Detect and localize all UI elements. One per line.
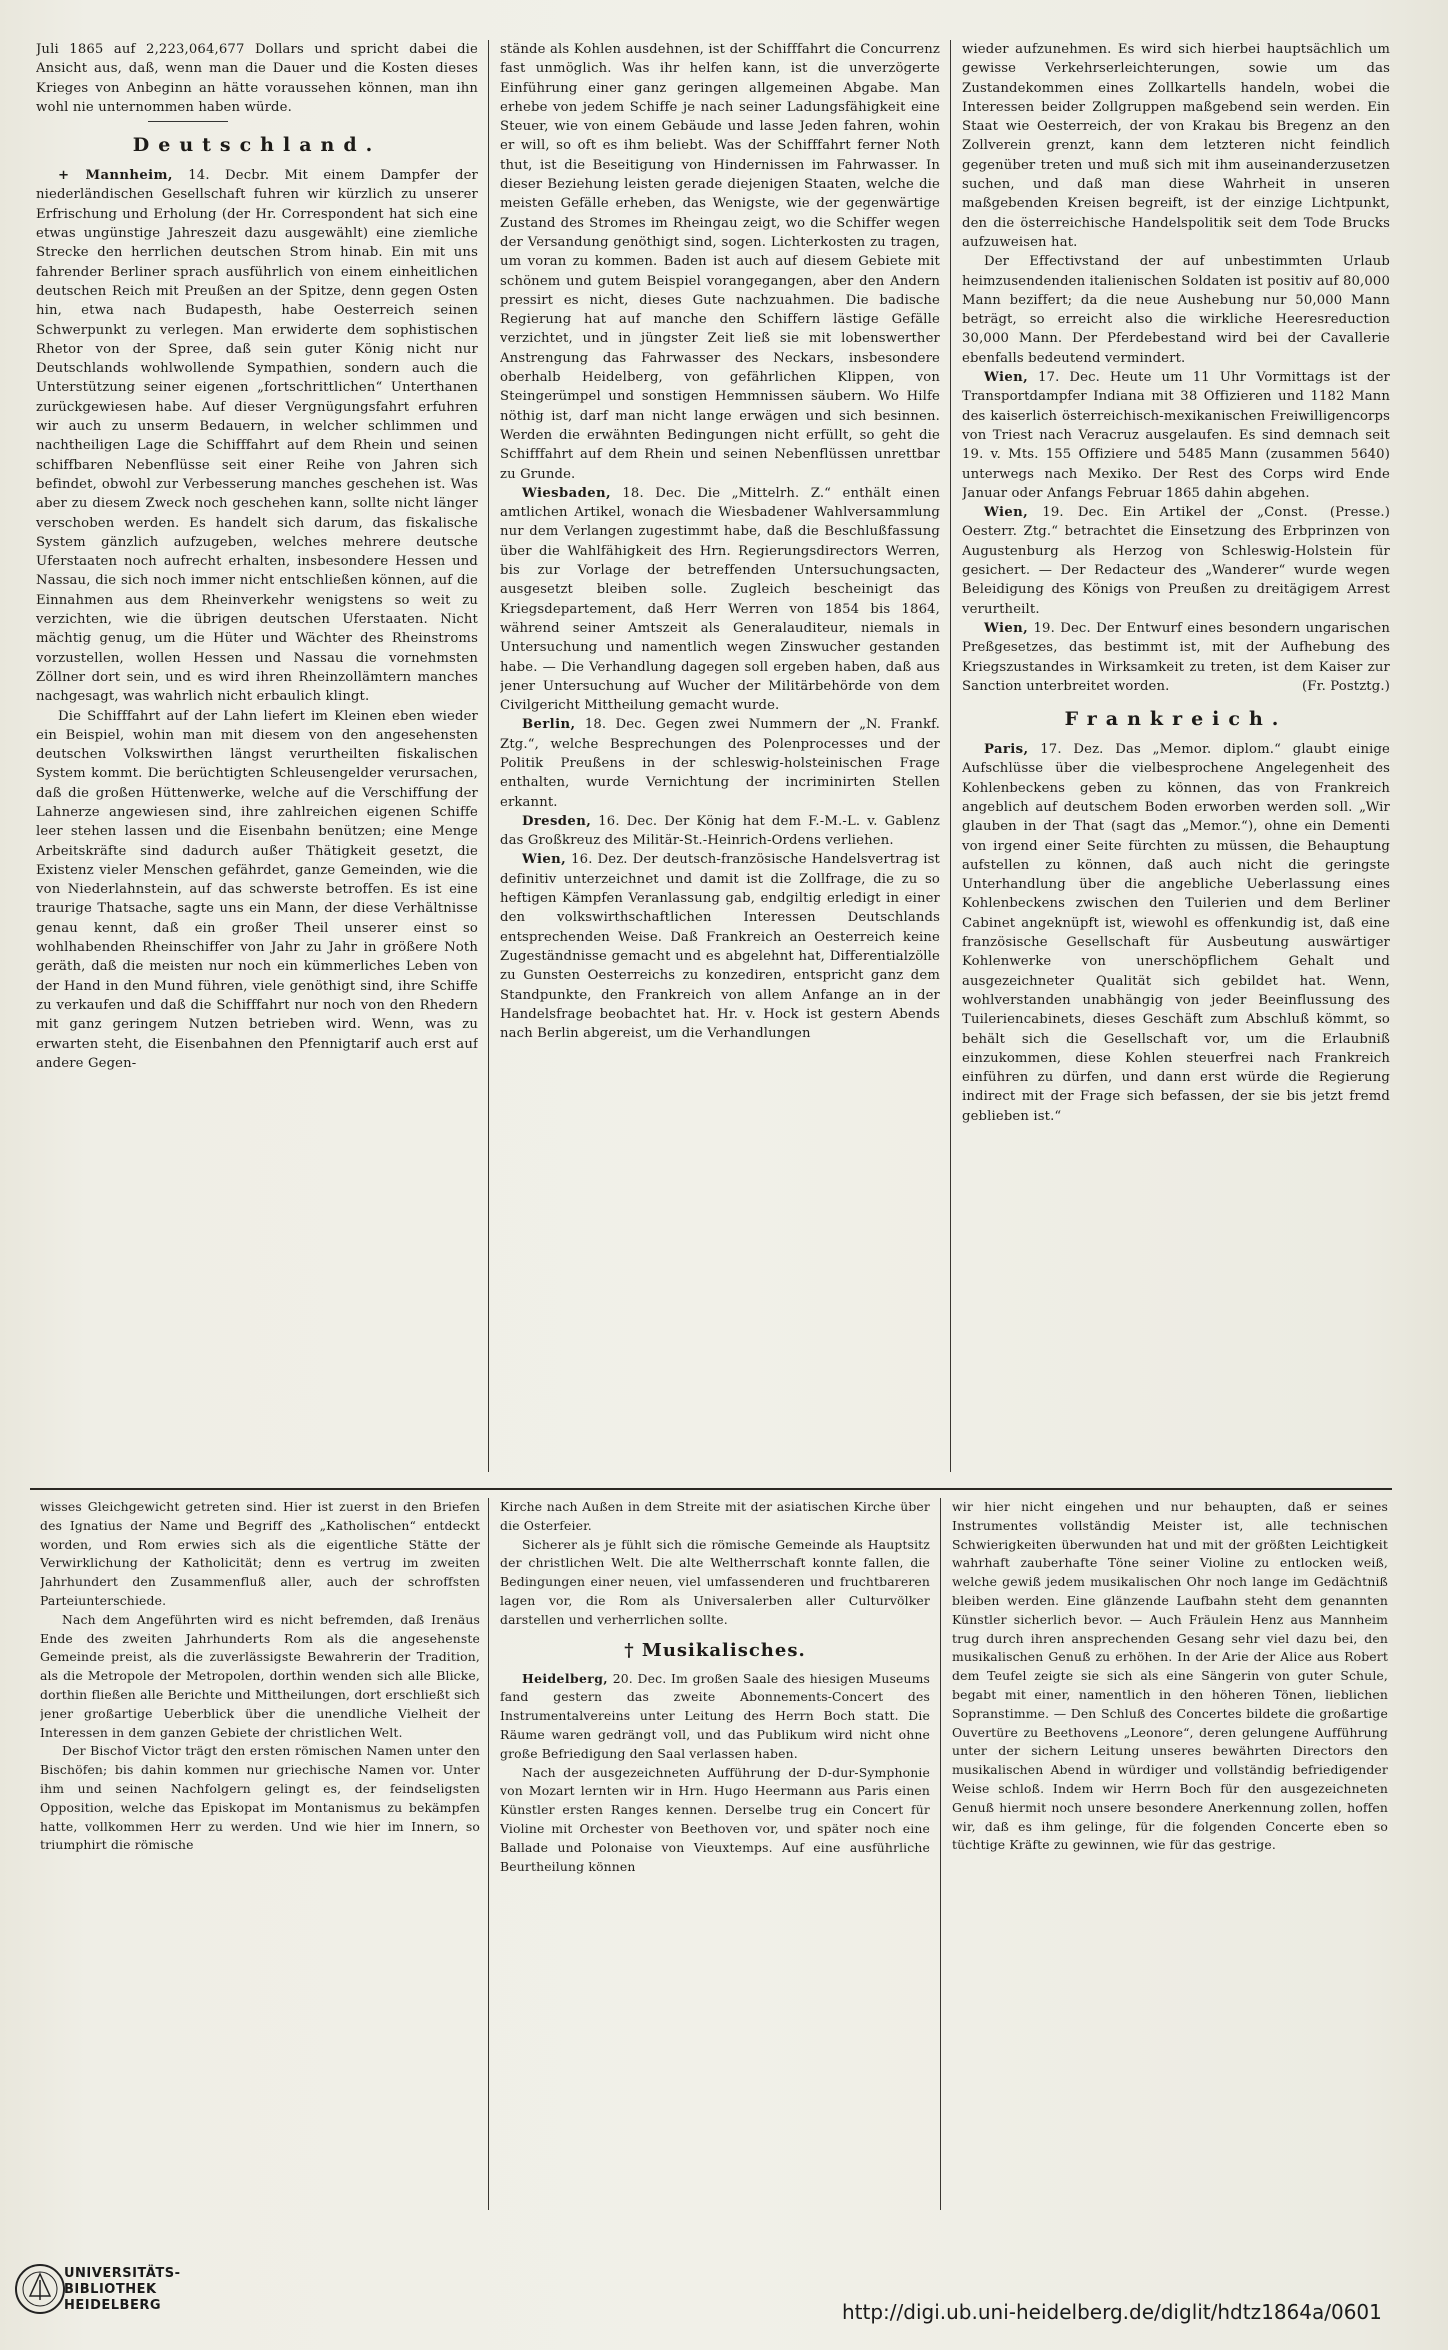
section-heading-frankreich: Frankreich.	[1064, 708, 1288, 731]
article-mannheim-cont: Die Schifffahrt auf der Lahn liefert im Kleinen eben wieder ein Beispiel, wohin man mit diesem von den angesehensten deutschen Volkswirthen längst verurtheilten fiskalischen System kommt. Die berüchtigten Schleusengelder verursachen, daß die großen Hüttenwerke, welche auf die Verschiffung der Lahnerze angewiesen sind, ihre zahlreichen eigenen Schiffe leer stehen lassen und die Eisenbahn benützen; eine Menge Arbeitskräfte sind dadurch außer Thätigkeit gesetzt, die Existenz vieler Menschen gefährdet, ganze Gemeinden, wie die von Niederlahnstein, auf das schwerste betroffen. Es ist eine traurige Thatsache, sagte uns ein Mann, der diese Verhältnisse genau kennt, daß ein großer Theil unserer einst so wohlhabenden Rheinschiffer von Jahr zu Jahr in größere Noth geräth, daß die meisten nur noch ein kümmerliches Leben von der Hand in den Mund führen, viele genöthigt sind, ihre Schiffe zu verkaufen und daß die Schifffahrt nur noch von den Rhedern mit ganz geringem Nutzen betrieben wird. Wenn, was zu erwarten steht, die Eisenbahnen den Pfennigtarif auch erst auf andere Gegen-	[36, 708, 478, 1071]
dateline-paris: Paris,	[984, 742, 1029, 758]
feuilleton-irenaeus: Nach dem Angeführten wird es nicht befremden, daß Irenäus Ende des zweiten Jahrhunderts Rom als die angesehenste Gemeinde preist, als die zuverlässigste Bewahrerin der Tradition, als die Metropole der Metropolen, dorthin wenden sich alle Blicke, dorthin fließen alle Berichte und Mittheilungen, dort erschließt sich jener großartige Ueberblick über die unendliche Vielheit der Interessen in dem ganzen Gebiete der christlichen Welt.	[40, 1611, 480, 1740]
feuilleton-weltherrschaft: Sicherer als je fühlt sich die römische Gemeinde als Hauptsitz der christlichen Welt. Die alte Weltherrschaft konnte fallen, die Bedingungen einer neuen, viel umfassenderen und fruchtbareren lagen vor, die Rom als Universalerben aller Culturvölker darstellen und verherrlichen sollte.	[500, 1536, 930, 1627]
library-name	[64, 2266, 180, 2314]
upper-column-1	[36, 40, 478, 1475]
upper-column-2	[500, 40, 940, 1475]
dateline-wien: Wien,	[984, 620, 1029, 636]
source-url[interactable]: http://digi.ub.uni-heidelberg.de/diglit/hdtz1864a/0601	[842, 2300, 1382, 2324]
upper-column-3	[962, 40, 1390, 1475]
feuilleton-victor: Der Bischof Victor trägt den ersten römischen Namen unter den Bischöfen; bis dahin kommen nur griechische Namen vor. Unter ihm und seinen Nachfolgern gelingt es, der feindseligsten Opposition, welche das Episkopat im Montanismus zu bekämpfen hatte, vollkommen Herr zu werden. Und wie hier im Innern, so triumphirt die römische	[40, 1743, 480, 1853]
library-line: BIBLIOTHEK	[64, 2282, 157, 2297]
dateline-wien: Wien,	[522, 852, 567, 868]
column-rule	[940, 1498, 941, 2210]
source-note: (Presse.)	[1329, 505, 1390, 521]
lower-column-3	[952, 1498, 1388, 2210]
library-line: HEIDELBERG	[64, 2298, 162, 2313]
article-wien-indiana: Wien, 17. Dec. Heute um 11 Uhr Vormittags ist der Transportdampfer Indiana mit 38 Offizieren und 1182 Mann des kaiserlich österreichisch-mexikanischen Freiwilligencorps von Triest nach Veracruz ausgelaufen. Es sind demnach seit 19. v. Mts. 155 Offiziere und 5485 Mann (zusammen 5640) unterwegs nach Mexiko. Der Rest des Corps wird Ende Januar oder Anfangs Februar 1865 dahin abgehen. (Presse.)	[962, 368, 1390, 503]
article-paris: Paris, 17. Dez. Das „Memor. diplom.“ glaubt einige Aufschlüsse über die vielbesprochene Angelegenheit des Kohlenbeckens geben zu können, das von Frankreich angeblich auf deutschem Boden erworben werden soll. „Wir glauben in der That (sagt das „Memor.“), ohne ein Dementi von irgend einer Seite fürchten zu müssen, die Behauptung aufstellen zu können, daß auch nicht die geringste Unterhandlung über die angebliche Ueberlassung eines Kohlenbeckens zwischen den Tuilerien und dem Berliner Cabinet angeknüpft ist, wiewohl es offenkundig ist, daß eine französische Gesellschaft für Ausbeutung auswärtiger Kohlenwerke von unerschöpflichem Gehalt und ausgezeichneter Qualität sich gebildet hat. Wenn, wohlverstanden unabhängig von jeder Beeinflussung des Tuileriencabinets, dieses Geschäft zum Abschluß kömmt, so behält sich die Gesellschaft vor, um die Erlaubniß einzukommen, diese Kohlen steuerfrei nach Frankreich einführen zu dürfen, und dann erst würde die Regierung indirect mit der Frage sich befassen, der sie bis jetzt fremd geblieben ist.“	[962, 742, 1390, 1124]
lower-column-2	[500, 1498, 930, 2210]
article-mannheim: + Mannheim, 14. Decbr. Mit einem Dampfer der niederländischen Gesellschaft fuhren wir kürzlich zu unserer Erfrischung und Erholung (der Hr. Correspondent hat sich eine etwas ungünstige Jahreszeit dazu ausgewählt) eine ziemliche Strecke den herrlichen deutschen Strom hinab. Ein mit uns fahrender Berliner sprach ausführlich von einem einheitlichen deutschen Reich mit Preußen an der Spitze, denn gegen Osten hin, etwa nach Budapesth, habe Oesterreich seinen Schwerpunkt zu verlegen. Man erwiderte dem sophistischen Rhetor von der Spree, daß sein guter König nicht nur Deutschlands wohlwollende Sympathien, sondern auch die Unterstützung seiner eigenen „fortschrittlichen“ Unterthanen zurückgewiesen habe. Auf dieser Vergnügungsfahrt erfuhren wir auch zu unserm Bedauern, in welcher schlimmen und nachtheiligen Lage die Schifffahrt auf dem Rhein und seinen schiffbaren Nebenflüsse seit einer Reihe von Jahren sich befindet, obwohl zur Verbesserung manches geschehen ist. Was aber zu diesem Zweck noch geschehen kann, sollte nicht länger verschoben werden. Es handelt sich darum, das fiskalische System gänzlich aufzugeben, welches mehrere deutsche Uferstaaten noch aufrecht erhalten, insbesondere Hessen und Nassau, die sich noch immer nicht entschließen können, auf die Einnahmen aus dem Rheinverkehr wenigstens so weit zu verzichten, wie die übrigen deutschen Uferstaaten. Nicht mächtig genug, um die Hüter und Wächter des Rheinstroms vorzustellen, wollen Hessen und Nassau die vornehmsten Zöllner dort sein, und es wird ihren Rheinzollämtern manches nachgesagt, was wahrlich nicht erbaulich klingt.	[36, 168, 478, 705]
source-note: (Fr. Postztg.)	[1301, 678, 1390, 694]
article-heidelberg-concert: Heidelberg, 20. Dec. Im großen Saale des hiesigen Museums fand gestern das zweite Abonnements-Concert des Instrumentalvereins unter Leitung des Herrn Boch statt. Die Räume waren gedrängt voll, und das Publikum wird nicht ohne große Befriedigung den Saal verlassen haben.	[500, 1670, 930, 1761]
dateline-wien: Wien,	[984, 505, 1029, 521]
feuilleton-kirche: Kirche nach Außen in dem Streite mit der asiatischen Kirche über die Osterfeier.	[500, 1499, 930, 1533]
article-berlin: Berlin, 18. Dec. Gegen zwei Nummern der „N. Frankf. Ztg.“, welche Besprechungen des Polenprocesses und der Politik Preußens in der schleswig-holsteinischen Frage enthalten, wurde Vernichtung der incriminirten Stellen erkannt.	[500, 717, 940, 810]
article-concert-review: wir hier nicht eingehen und nur behaupten, daß er seines Instrumentes vollständig Meister ist, alle technischen Schwierigkeiten überwunden hat und mit der größten Leichtigkeit wahrhaft zauberhafte Töne seiner Violine zu entlocken weiß, welche gewiß jedem musikalischen Ohr noch lange im Gedächtniß bleiben werden. Eine glänzende Laufbahn steht dem genannten Künstler sicherlich bevor. — Auch Fräulein Henz aus Mannheim trug durch ihren ansprechenden Gesang sehr viel dazu bei, den musikalischen Genuß zu erhöhen. In der Arie der Alice aus Robert dem Teufel zeigte sie sich als eine Sängerin von guter Schule, begabt mit einer, namentlich in den höheren Tönen, lieblichen Sopranstimme. — Den Schluß des Concertes bildete die großartige Ouvertüre zu Beethovens „Leonore“, deren gelungene Aufführung unter der sichern Leitung unseres bewährten Directors den musikalischen Abend in würdiger und vollständig befriedigender Weise schloß. Indem wir Herrn Boch für den ausgezeichneten Genuß hiermit noch unsere besondere Anerkennung zollen, hoffen wir, daß es ihm gelinge, für die folgenden Concerte eben so tüchtige Kräfte zu gewinnen, wie für das gestrige.	[952, 1499, 1388, 1853]
lower-column-1	[40, 1498, 480, 2210]
article-heermann: Nach der ausgezeichneten Aufführung der D-dur-Symphonie von Mozart lernten wir in Hrn. Hugo Heermann aus Paris einen Künstler ersten Ranges kennen. Derselbe trug ein Concert für Violine mit Orchester von Beethoven vor, und später noch eine Ballade und Polonaise von Vieuxtemps. Auf eine ausführliche Beurtheilung können	[500, 1764, 930, 1874]
article-dresden: Dresden, 16. Dec. Der König hat dem F.-M.-L. v. Gablenz das Großkreuz des Militär-St.-Heinrich-Ordens verliehen.	[500, 813, 940, 849]
dateline-mannheim: + Mannheim,	[58, 168, 173, 184]
dateline-wien: Wien,	[984, 370, 1029, 386]
dateline-wiesbaden: Wiesbaden,	[522, 485, 611, 501]
feuilleton-separator	[30, 1488, 1392, 1490]
column-rule	[950, 40, 951, 1472]
dateline-berlin: Berlin,	[522, 717, 576, 733]
library-line: UNIVERSITÄTS-	[64, 2266, 181, 2281]
feuilleton-rom-cont: wisses Gleichgewicht getreten sind. Hier ist zuerst in den Briefen des Ignatius der Name und Begriff des „Katholischen“ entdeckt worden, und Rom erwies sich als die eigentliche Stätte der Verwirklichung der Katholicität; denn es vertrug im zweiten Jahrhundert den Zusammenfluß aller, auch der schroffsten Parteiunterschiede.	[40, 1499, 480, 1608]
divider	[148, 121, 228, 122]
column-rule	[488, 40, 489, 1472]
article-wiesbaden: Wiesbaden, 18. Dec. Die „Mittelrh. Z.“ enthält einen amtlichen Artikel, wonach die Wiesbadener Wahlversammlung nur dem Verlangen zugestimmt habe, daß die Beschlußfassung über die Wahlfähigkeit des Hrn. Regierungsdirectors Werren, bis zur Vorlage der betreffenden Untersuchungsacten, ausgesetzt bleiben solle. Zugleich bescheinigt das Kriegsdepartement, daß Herr Werren von 1854 bis 1864, während seiner Amtszeit als Generalauditeur, niemals in Untersuchung und namentlich wegen Zinswucher gestanden habe. — Die Verhandlung dagegen soll ergeben haben, daß aus jener Untersuchung auf Wucher der Militärbehörde von dem Civilgericht Mittheilung gemacht wurde.	[500, 485, 940, 714]
article-wien-augustenburg: Wien, 19. Dec. Ein Artikel der „Const. Oesterr. Ztg.“ betrachtet die Einsetzung des Erbprinzen von Augustenburg als Herzog von Schleswig-Holstein für gesichert. — Der Redacteur des „Wanderer“ wurde wegen Beleidigung des Königs von Preußen zu dreitägigem Arrest verurtheilt.	[962, 505, 1390, 617]
article-wien-pressgesetz: Wien, 19. Dec. Der Entwurf eines besondern ungarischen Preßgesetzes, das bestimmt ist, mit der Aufhebung des Kriegszustandes in Wirksamkeit zu treten, ist dem Kaiser zur Sanction unterbreitet worden. (Fr. Postztg.)	[962, 619, 1390, 696]
article-schifffahrt-cont: stände als Kohlen ausdehnen, ist der Schifffahrt die Concurrenz fast unmöglich. Was ihr helfen kann, ist die unverzögerte Einführung einer ganz geringen allgemeinen Abgabe. Man erhebe von jedem Schiffe je nach seiner Ladungsfähigkeit eine Steuer, wie von einem Gebäude und lasse Jeden fahren, wohin er will, so oft es ihm beliebt. Was der Schifffahrt ferner Noth thut, ist die Beseitigung von Hindernissen im Fahrwasser. In dieser Beziehung leisten gerade diejenigen Staaten, welche die meisten Gefälle erheben, das Wenigste, wie der gegenwärtige Zustand des Stromes im Rheingau zeigt, wo die Schiffer wegen der Versandung genöthigt sind, sogen. Lichterkosten zu tragen, um voran zu kommen. Baden ist auch auf diesem Gebiete mit schönem und gutem Beispiel vorangegangen, aber den Andern pressirt es nicht, dieses Gute nachzuahmen. Die badische Regierung hat auf manche den Schiffern lästige Gefälle verzichtet, und in jüngster Zeit ließ sie mit lobenswerther Anstrengung das Fahrwasser des Neckars, insbesondere oberhalb Heidelberg, von gefährlichen Klippen, von Steingerümpel und sonstigen Hemmnissen säubern. Wo Hilfe nöthig ist, darf man nicht lange erwägen und sich besinnen. Werden die erwähnten Bedingungen nicht erfüllt, so geht die Schifffahrt auf dem Rhein und seinen Nebenflüssen unrettbar zu Grunde.	[500, 42, 940, 482]
article-wien-cont: wieder aufzunehmen. Es wird sich hierbei hauptsächlich um gewisse Verkehrserleichterungen, sowie um das Zustandekommen eines Zollkartells handeln, wobei die Interessen beider Zollgruppen maßgebend sein werden. Ein Staat wie Oesterreich, der von Krakau bis Bregenz an den Zollverein grenzt, kann dem letzteren nicht feindlich gegenüber treten und muß sich mit ihm auseinanderzusetzen suchen, und daß man diese Wahrheit in unseren maßgebenden Kreisen begreift, ist der einzige Lichtpunkt, den die österreichische Handelspolitik seit dem Tode Brucks aufzuweisen hat.	[962, 42, 1390, 250]
article-italien: Der Effectivstand der auf unbestimmten Urlaub heimzusendenden italienischen Soldaten ist positiv auf 80,000 Mann beziffert; da die neue Aushebung nur 50,000 Mann beträgt, so erreicht also die wirkliche Heeresreduction 30,000 Mann. Der Pferdebestand wird bei der Cavallerie ebenfalls bedeutend vermindert.	[962, 254, 1390, 366]
article-wien-handelsvertrag: Wien, 16. Dez. Der deutsch-französische Handelsvertrag ist definitiv unterzeichnet und damit ist die Zollfrage, die zu so heftigen Kämpfen Veranlassung gab, endgiltig erledigt in einer den volkswirthschaftlichen Interessen Deutschlands entsprechenden Weise. Daß Frankreich an Oesterreich keine Zugeständnisse gemacht und es abgelehnt hat, Differentialzölle zu Gunsten Oesterreichs zu konzediren, entspricht ganz dem Standpunkte, den Frankreich von allem Anfange an in der Handelsfrage beobachtet hat. Hr. v. Hock ist gestern Abends nach Berlin abgereist, um die Verhandlungen	[500, 852, 940, 1042]
section-heading-musikalisches: † Musikalisches.	[624, 1639, 806, 1661]
dateline-heidelberg: Heidelberg,	[522, 1670, 609, 1686]
dateline-dresden: Dresden,	[522, 813, 592, 829]
section-heading-deutschland: Deutschland.	[132, 134, 382, 157]
column-rule	[488, 1498, 489, 2210]
intro-paragraph: Juli 1865 auf 2,223,064,677 Dollars und spricht dabei die Ansicht aus, daß, wenn man die Dauer und die Kosten dieses Krieges von Anbeginn an hätte voraussehen können, man ihn wohl nie unternommen haben würde.	[36, 42, 478, 115]
